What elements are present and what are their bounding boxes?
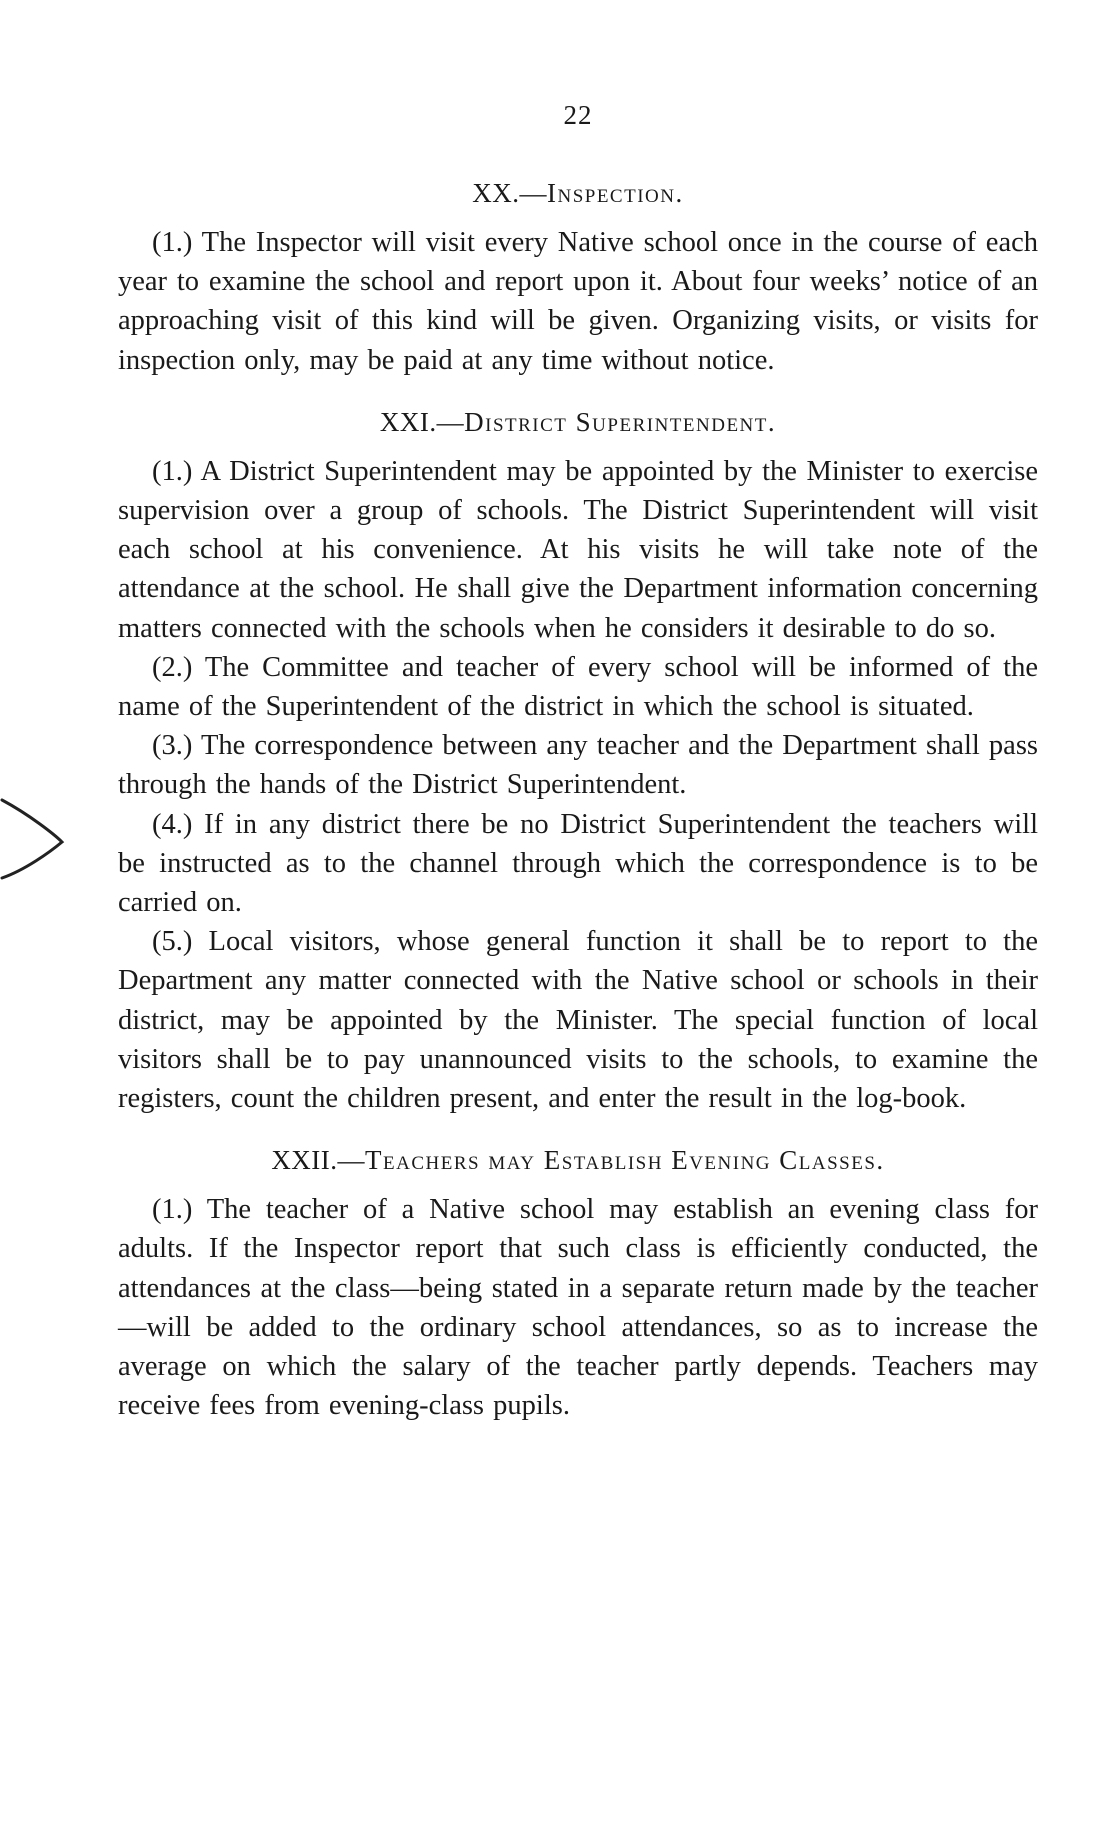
section-evening-classes (118, 1140, 1038, 1425)
section-inspection (118, 173, 1038, 380)
paragraph: (3.) The correspondence between any teacher and the Department shall pass through the hands of the District Superintendent. (118, 730, 1038, 801)
paragraph: (2.) The Committee and teacher of every school will be informed of the name of the Superintendent of the district in which the school is situated. (118, 651, 1038, 723)
page-number: 22 (563, 100, 593, 130)
section-heading (118, 402, 1038, 442)
margin-bracket-mark (0, 790, 70, 890)
section-numeral: XX.— (472, 178, 547, 208)
section-title: District Superintendent. (464, 406, 777, 437)
section-heading (118, 1140, 1038, 1180)
section-numeral: XXII.— (271, 1145, 366, 1176)
paragraph: (1.) The teacher of a Native school may establish an evening class for adults. If the Inspector report that such class is efficiently conducted, the attendances at the class—being stated in a separate return made by the teacher—will be added to the ordinary school attendances, so as to increase the average on which the salary of the teacher partly depends. Teachers may receive fees from evening-class pupils. (118, 1194, 1038, 1422)
section-title: Teachers may Establish Evening Classes. (365, 1145, 885, 1176)
section-numeral: XXI.— (379, 406, 465, 437)
paragraph: (5.) Local visitors, whose general function it shall be to report to the Department any matter connected with the Native school or schools in their district, may be appointed by the Minister. The special function of local visitors shall be to pay unannounced visits to the schools, to examine the registers, count the children present, and enter the result in the log-book. (118, 926, 1038, 1115)
paragraph: (1.) A District Superintendent may be appointed by the Minister to exercise supervision over a group of schools. The District Superintendent will visit each school at his convenience. At his visits he will take note of the attendance at the school. He shall give the Department information concerning matters connected with the schools when he considers it desirable to do so. (118, 455, 1038, 644)
paragraph: (1.) The Inspector will visit every Native school once in the course of each year to examine the school and report upon it. About four weeks’ notice of an approaching visit of this kind will be given. Organizing visits, or visits for inspection only, may be paid at any time without notice. (118, 227, 1038, 376)
paragraph: (4.) If in any district there be no District Superintendent the teachers will be instructed as to the channel through which the correspondence is to be carried on. (118, 808, 1038, 919)
section-heading (118, 173, 1038, 213)
section-district-superintendent (118, 402, 1038, 1118)
section-title: Inspection. (546, 178, 684, 208)
document-page (118, 100, 1038, 1425)
